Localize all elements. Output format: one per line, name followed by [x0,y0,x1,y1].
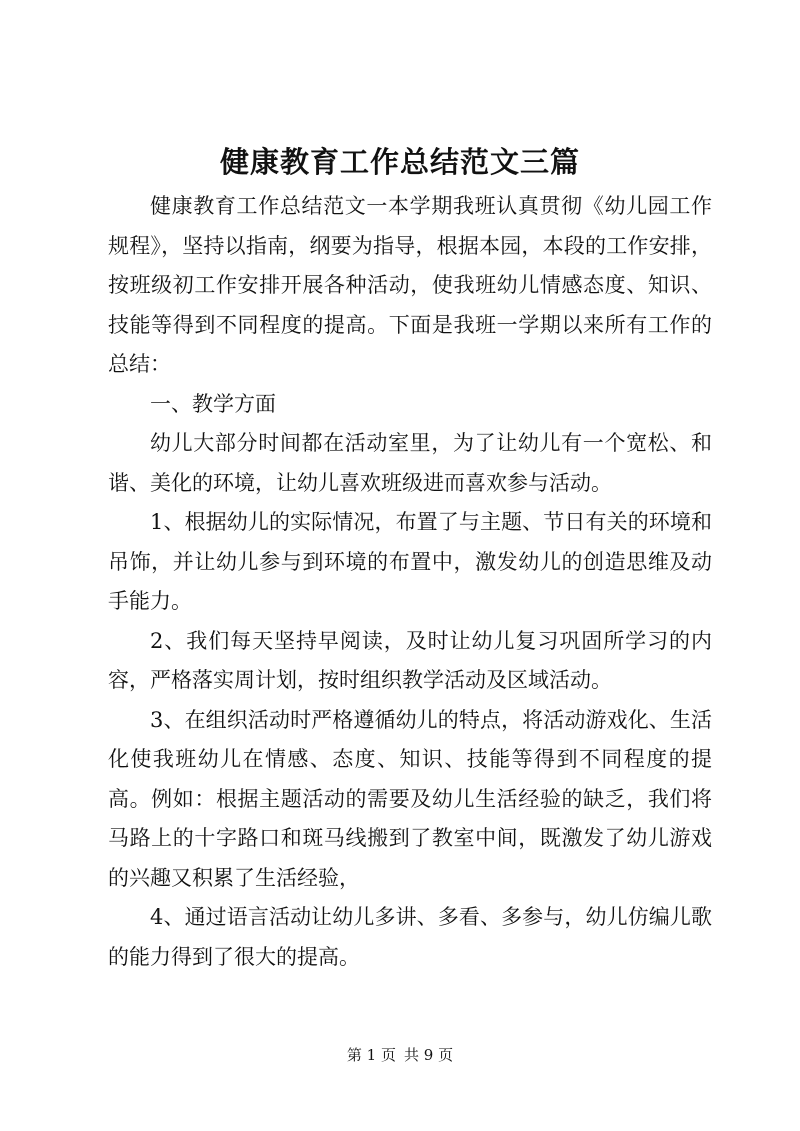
page-footer [0,1045,800,1065]
paragraph-item-3: 3、在组织活动时严格遵循幼儿的特点，将活动游戏化、生活化使我班幼儿在情感、态度、知识、技能等得到不同程度的提高。例如：根据主题活动的需要及幼儿生活经验的缺乏，我们将马路上的十字路口和斑马线搬到了教室中间，既激发了幼儿游戏的兴趣又积累了生活经验， [108,707,712,890]
section-heading-teaching: 一、教学方面 [150,391,276,416]
paragraph-intro: 健康教育工作总结范文一本学期我班认真贯彻《幼儿园工作规程》，坚持以指南，纲要为指导，根据本园，本段的工作安排，按班级初工作安排开展各种活动，使我班幼儿情感态度、知识、技能等得到不同程度的提高。下面是我班一学期以来所有工作的总结： [108,194,712,376]
paragraph-item-1: 1、根据幼儿的实际情况，布置了与主题、节日有关的环境和吊饰，并让幼儿参与到环境的布置中，激发幼儿的创造思维及动手能力。 [108,510,712,613]
page-title: 健康教育工作总结范文三篇 [219,145,580,179]
page-number: 第 1 页 [346,1046,396,1064]
document-body [108,187,712,977]
paragraph-item-2: 2、我们每天坚持早阅读，及时让幼儿复习巩固所学习的内容，严格落实周计划，按时组织教学活动及区域活动。 [108,628,712,692]
paragraph-item-4: 4、通过语言活动让幼儿多讲、多看、多参与，幼儿仿编儿歌的能力得到了很大的提高。 [108,905,712,969]
paragraph-environment: 幼儿大部分时间都在活动室里，为了让幼儿有一个宽松、和谐、美化的环境，让幼儿喜欢班级进而喜欢参与活动。 [108,431,712,495]
page-total: 共 9 页 [404,1046,454,1064]
